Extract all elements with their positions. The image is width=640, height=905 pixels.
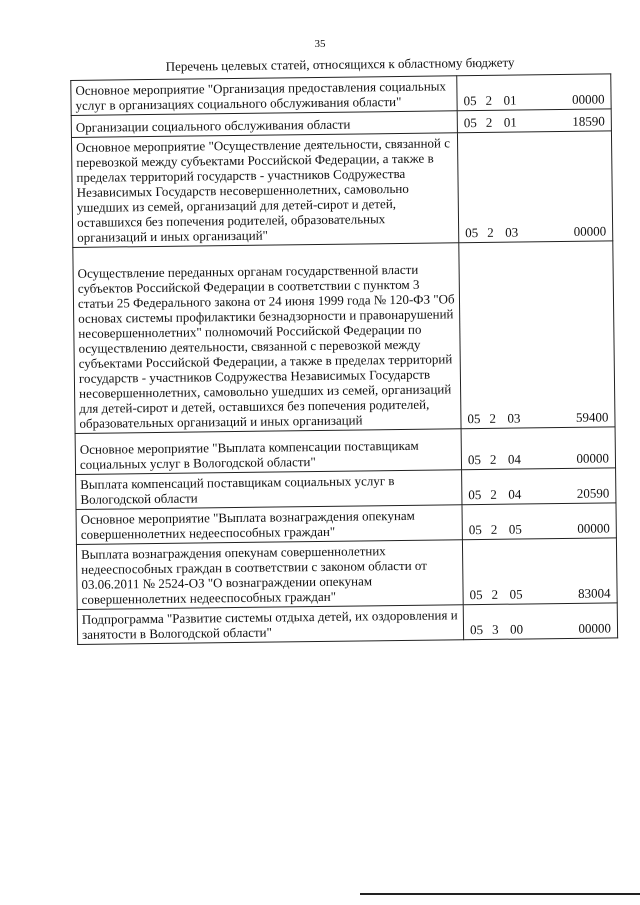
- row-code: [457, 109, 611, 133]
- code-part-c1: 05: [468, 522, 482, 538]
- code-part-c2: 2: [489, 410, 497, 426]
- code-part-c3: 00: [509, 621, 524, 637]
- code-part-c1: 05: [467, 452, 482, 468]
- code-part-c1: 05: [469, 621, 484, 638]
- code-part-c1: 05: [465, 225, 479, 241]
- code-part-c1: 05: [463, 115, 477, 131]
- code-part-c4: 00000: [573, 223, 607, 239]
- row-code: [457, 131, 612, 243]
- row-name: Выплата вознаграждения опекунам совершеннолетних недееспособных граждан в соответствии с законом области от 03.06.2011 № 2524-ОЗ "О вознаграждении опекунам совершеннолетних недееспособных граждан": [76, 540, 463, 610]
- code-part-c2: 3: [491, 621, 499, 637]
- code-part-c3: 05: [509, 586, 523, 602]
- code-part-c1: 05: [463, 93, 477, 109]
- code-part-c2: 2: [489, 451, 497, 467]
- row-code: [459, 241, 615, 429]
- table-row: [77, 603, 617, 645]
- code-part-c3: 04: [507, 451, 522, 467]
- code-part-c4: 59400: [575, 409, 609, 425]
- code-part-c2: 2: [490, 521, 498, 537]
- row-code: [457, 74, 611, 111]
- row-code: [462, 538, 617, 605]
- document-title: Перечень целевых статей, относящихся к областному бюджету: [165, 54, 515, 74]
- row-name: Основное мероприятие "Выплата вознаграждения опекунам совершеннолетних недееспособных граждан": [76, 505, 462, 545]
- row-name: Выплата компенсаций поставщикам социальных услуг в Вологодской области: [76, 470, 462, 510]
- row-code: [461, 427, 615, 470]
- code-part-c4: 00000: [571, 91, 605, 107]
- code-part-c4: 18590: [572, 113, 605, 129]
- table-row: [71, 131, 612, 248]
- code-part-c4: 00000: [577, 520, 610, 536]
- code-part-c3: 03: [507, 410, 521, 426]
- row-code: [463, 603, 617, 640]
- code-part-c4: 20590: [576, 485, 610, 501]
- row-code: [462, 503, 616, 540]
- code-part-c1: 05: [467, 411, 481, 427]
- code-part-c2: 2: [487, 224, 494, 240]
- table-row: [75, 427, 615, 475]
- row-name: Основное мероприятие "Организация предоставления социальных услуг в организациях социального обслуживания области": [71, 76, 457, 116]
- code-part-c1: 05: [468, 487, 482, 503]
- code-part-c2: 2: [491, 586, 499, 602]
- page-number: 35: [314, 38, 326, 50]
- code-part-c4: 83004: [577, 585, 611, 601]
- code-part-c2: 2: [490, 486, 497, 502]
- code-part-c2: 2: [485, 92, 493, 108]
- row-name: Основное мероприятие "Выплата компенсации поставщикам социальных услуг в Вологодской области": [75, 429, 461, 475]
- code-part-c3: 05: [508, 521, 522, 537]
- code-part-c2: 2: [485, 114, 493, 130]
- code-part-c4: 00000: [578, 620, 612, 636]
- table-row: [73, 241, 615, 434]
- target-articles-table: [70, 73, 618, 645]
- row-code: [462, 468, 616, 505]
- row-name: Основное мероприятие "Осуществление деятельности, связанной с перевозкой между субъектами Российской Федерации, а также в пределах территорий государств - участников Содружества Независимых Государств несовершеннолетних, самовольно ушедших из семей, организаций для детей-сирот и детей, оставшихся без попечения родителей, образовательных организаций и иных организаций": [71, 133, 458, 248]
- code-part-c3: 04: [508, 486, 522, 502]
- code-part-c3: 01: [503, 92, 517, 108]
- code-part-c1: 05: [469, 587, 483, 603]
- row-name: Подпрограмма "Развитие системы отдыха детей, их оздоровления и занятости в Вологодской области": [77, 605, 463, 645]
- code-part-c4: 00000: [576, 450, 610, 466]
- bottom-rule: [360, 893, 640, 895]
- row-name: Осуществление переданных органам государственной власти субъектов Российской Федерации в соответствии с пунктом 3 статьи 25 Федерального закона от 24 июня 1999 года № 120-ФЗ "Об основах системы профилактики безнадзорности и правонарушений несовершеннолетних" полномочий Российской Федерации по осуществлению деятельности, связанной с перевозкой между субъектами Российской Федерации, а также в пределах территорий государств - участников Содружества Независимых Государств несовершеннолетних, самовольно ушедших из семей, организаций для детей-сирот и детей, оставшихся без попечения родителей, образовательных организаций и иных организаций: [73, 243, 461, 434]
- budget-sheet: [70, 51, 618, 645]
- code-part-c3: 03: [505, 224, 519, 240]
- code-part-c3: 01: [503, 114, 517, 130]
- table-body: [71, 74, 618, 645]
- row-name: Организации социального обслуживания области: [71, 111, 457, 138]
- table-row: [76, 538, 617, 610]
